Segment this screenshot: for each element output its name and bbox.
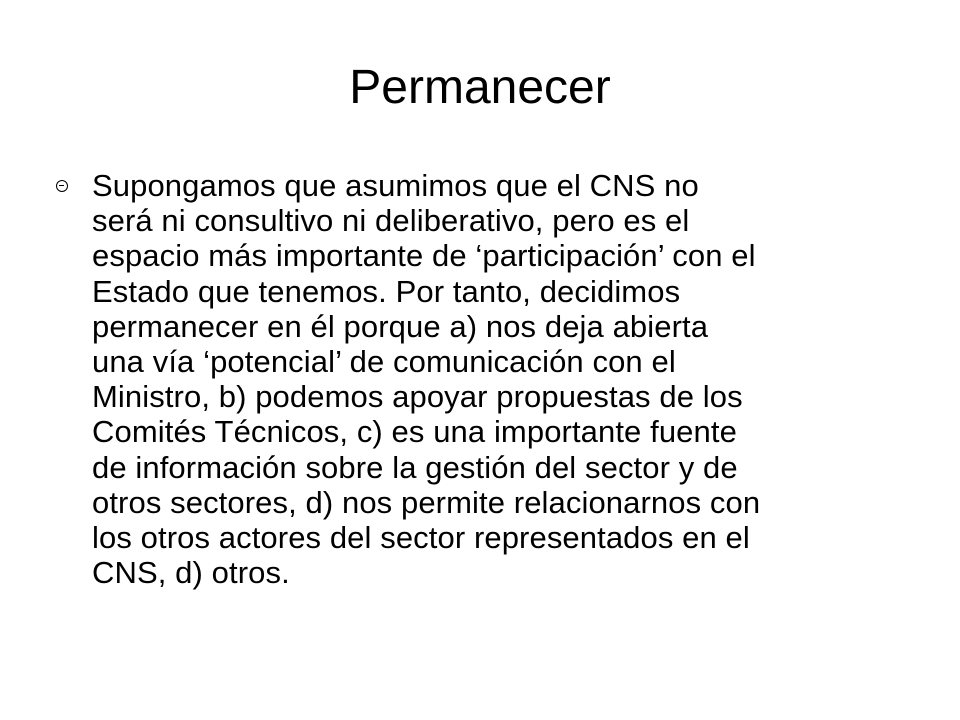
bullet-text-line: CNS, d) otros. [92,555,290,591]
bullet-text-line: permanecer en él porque a) nos deja abierta [92,308,709,344]
circled-dash-bullet-icon [56,180,68,192]
bullet-text-line: de información sobre la gestión del sector y de [92,449,738,485]
bullet-text-line: una vía ‘potencial’ de comunicación con el [92,344,676,380]
bullet-text-line: Ministro, b) podemos apoyar propuestas de los [92,379,743,415]
slide-title: Permanecer [349,61,611,114]
bullet-text-line: Comités Técnicos, c) es una importante fuente [92,414,737,450]
bullet-text-line: otros sectores, d) nos permite relacionarnos con [92,484,761,520]
bullet-text-line: los otros actores del sector representados en el [92,520,750,556]
bullet-list [52,168,912,590]
bullet-item [52,168,912,590]
bullet-text-line: Estado que tenemos. Por tanto, decidimos [92,273,681,309]
bullet-text-line: será ni consultivo ni deliberativo, pero es el [92,203,690,239]
bullet-text-line: Supongamos que asumimos que el CNS no [92,168,699,203]
bullet-text-line: espacio más importante de ‘participación’ con el [92,238,756,274]
